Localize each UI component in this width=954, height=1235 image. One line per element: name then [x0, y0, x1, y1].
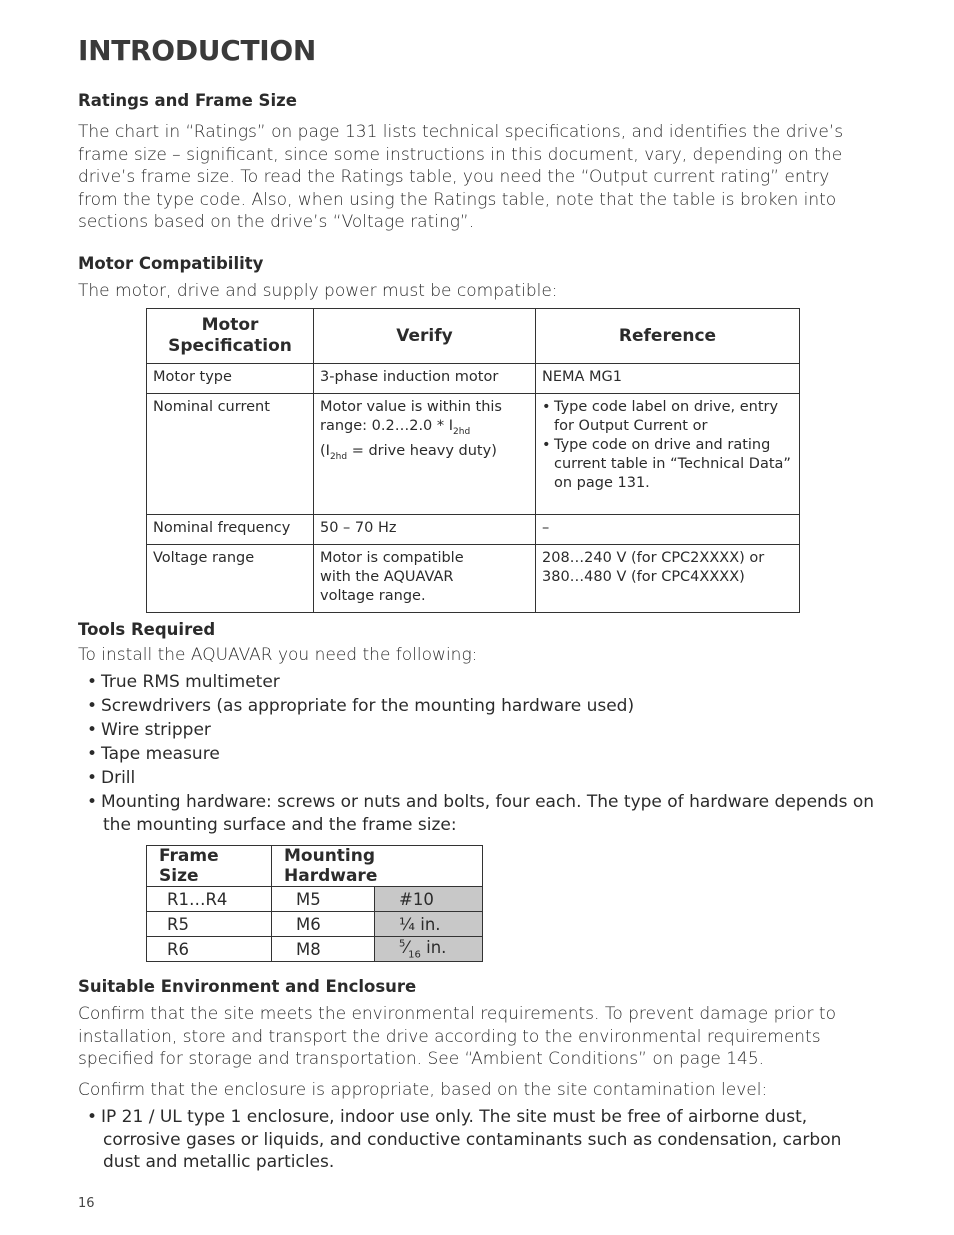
tools-item: • Wire stripper	[87, 719, 903, 742]
ratings-body: The chart in “Ratings” on page 131 lists technical specifications, and identifies the drive’s frame size – significant, since some instructions in this document, vary, depending on the drive’s frame size. To read the Ratings table, you need the “Output current rating” entry from the type code. Also, when using the Ratings table, note that the table is broken into sections based on the drive’s “Voltage rating”.	[78, 122, 844, 233]
column-header: Mounting Hardware	[272, 846, 483, 887]
table-cell: Motor is compatible with the AQUAVAR voltage range.	[314, 545, 536, 613]
reference-text: 380…480 V (for CPC4XXXX)	[542, 569, 745, 585]
unit-text: in.	[420, 937, 447, 957]
table-cell	[536, 545, 800, 613]
table-cell: 3-phase induction motor	[314, 364, 536, 394]
list-item: • Type code label on drive, entry for Output Current or	[542, 398, 793, 436]
table-cell: M6	[272, 912, 375, 937]
table-cell: –	[536, 515, 800, 545]
fraction-denominator: 16	[408, 949, 421, 961]
reference-list	[542, 398, 793, 493]
table-header-row	[147, 309, 800, 364]
table-cell: ¼ in.	[375, 912, 483, 937]
table-row	[147, 515, 800, 545]
tools-heading: Tools Required	[78, 620, 216, 639]
subscript: 2hd	[453, 426, 471, 437]
table-row	[147, 937, 483, 962]
table-cell	[314, 394, 536, 515]
tools-item: • True RMS multimeter	[87, 671, 903, 694]
motor-intro: The motor, drive and supply power must be compatible:	[78, 281, 558, 301]
motor-compatibility-table	[146, 308, 800, 613]
reference-text: 208…240 V (for CPC2XXXX) or	[542, 550, 765, 566]
table-header-row	[147, 846, 483, 887]
mounting-hardware-table	[146, 845, 483, 962]
table-cell: Motor type	[147, 364, 314, 394]
tools-intro: To install the AQUAVAR you need the following:	[78, 645, 478, 665]
column-header: Verify	[314, 309, 536, 364]
table-row	[147, 364, 800, 394]
table-cell: Nominal frequency	[147, 515, 314, 545]
list-item: • Type code on drive and rating current table in “Technical Data” on page 131.	[542, 436, 793, 493]
table-cell: Voltage range	[147, 545, 314, 613]
table-row	[147, 912, 483, 937]
table-cell: 50 – 70 Hz	[314, 515, 536, 545]
verify-text: (I	[320, 442, 330, 459]
table-row	[147, 394, 800, 515]
environment-para-1: Confirm that the site meets the environmental requirements. To prevent damage prior to installation, store and transport the drive according to the environmental requirements specified for storage and transportation. See “Ambient Conditions” on page 145.	[78, 1004, 836, 1070]
table-cell: R6	[147, 937, 272, 962]
motor-heading: Motor Compatibility	[78, 254, 264, 273]
ratings-heading: Ratings and Frame Size	[78, 91, 297, 110]
tools-item: • Screwdrivers (as appropriate for the mounting hardware used)	[87, 695, 903, 718]
tools-item: • Drill	[87, 767, 903, 790]
column-header: Reference	[536, 309, 800, 364]
table-cell: M8	[272, 937, 375, 962]
table-cell: R5	[147, 912, 272, 937]
table-row	[147, 545, 800, 613]
column-header: Motor Specification	[147, 309, 314, 364]
fraction-numerator: 5	[399, 938, 406, 950]
table-row	[147, 887, 483, 912]
tools-item: • Tape measure	[87, 743, 903, 766]
table-cell: NEMA MG1	[536, 364, 800, 394]
page-title: INTRODUCTION	[78, 34, 316, 67]
table-cell	[536, 394, 800, 515]
environment-para-2: Confirm that the enclosure is appropriate, based on the site contamination level:	[78, 1080, 768, 1100]
table-cell: $^5⁄_{16}$ in.	[375, 937, 483, 962]
verify-text: Motor value is within this range: 0.2…2.0 * I	[320, 399, 502, 434]
table-cell: Nominal current	[147, 394, 314, 515]
table-cell: #10	[375, 887, 483, 912]
environment-heading: Suitable Environment and Enclosure	[78, 977, 417, 996]
environment-item: • IP 21 / UL type 1 enclosure, indoor use only. The site must be free of airborne dust, corrosive gases or liquids, and conductive contaminants such as condensation, carbon dust and metallic particles.	[87, 1106, 873, 1174]
tools-item: • Mounting hardware: screws or nuts and bolts, four each. The type of hardware depends on the mounting surface and the frame size:	[87, 791, 893, 837]
page-number: 16	[78, 1196, 95, 1211]
column-header: Frame Size	[147, 846, 272, 887]
verify-text: = drive heavy duty)	[347, 442, 497, 459]
table-cell: R1…R4	[147, 887, 272, 912]
subscript: 2hd	[329, 451, 348, 462]
table-cell: M5	[272, 887, 375, 912]
